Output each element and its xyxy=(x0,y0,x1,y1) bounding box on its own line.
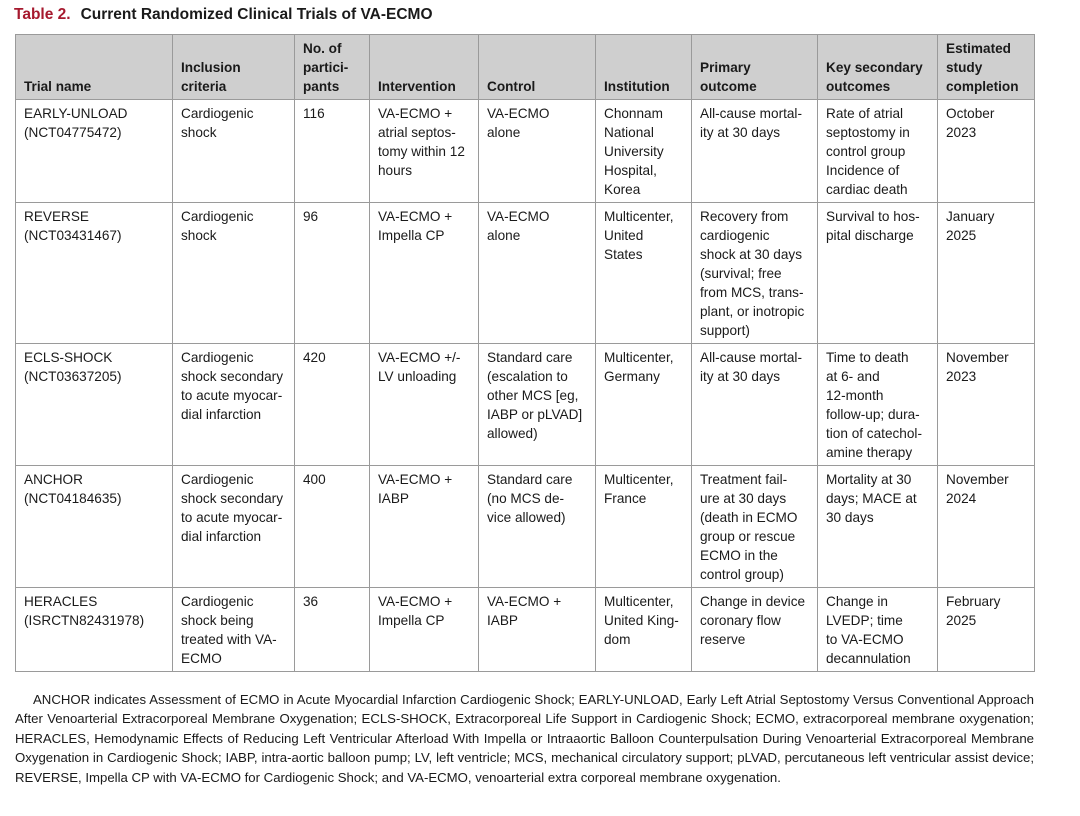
secondary-outcomes-cell: Time to death at 6- and 12-month follow-up; dura- tion of catechol- amine therapy xyxy=(818,344,938,466)
table-row xyxy=(16,588,1035,672)
intervention-cell: VA-ECMO + IABP xyxy=(370,466,479,588)
participants-cell: 400 xyxy=(295,466,370,588)
completion-cell: October 2023 xyxy=(938,100,1035,203)
completion-cell: November 2024 xyxy=(938,466,1035,588)
header-inclusion-criteria: Inclusion criteria xyxy=(173,35,295,100)
trial-name-cell: ECLS-SHOCK (NCT03637205) xyxy=(16,344,173,466)
completion-cell: November 2023 xyxy=(938,344,1035,466)
header-completion: Estimated study completion xyxy=(938,35,1035,100)
participants-cell: 96 xyxy=(295,203,370,344)
inclusion-criteria-cell: Cardiogenic shock xyxy=(173,203,295,344)
primary-outcome-cell: Treatment fail- ure at 30 days (death in ECMO group or rescue ECMO in the control group) xyxy=(692,466,818,588)
institution-cell: Multicenter, United King- dom xyxy=(596,588,692,672)
completion-cell: February 2025 xyxy=(938,588,1035,672)
header-control: Control xyxy=(479,35,596,100)
participants-cell: 420 xyxy=(295,344,370,466)
control-cell: VA-ECMO + IABP xyxy=(479,588,596,672)
intervention-cell: VA-ECMO + Impella CP xyxy=(370,588,479,672)
secondary-outcomes-cell: Survival to hos- pital discharge xyxy=(818,203,938,344)
control-cell: VA-ECMO alone xyxy=(479,100,596,203)
institution-cell: Chonnam National University Hospital, Korea xyxy=(596,100,692,203)
institution-cell: Multicenter, United States xyxy=(596,203,692,344)
intervention-cell: VA-ECMO +/- LV unloading xyxy=(370,344,479,466)
trial-name-cell: REVERSE (NCT03431467) xyxy=(16,203,173,344)
table-row xyxy=(16,344,1035,466)
table-footnote: ANCHOR indicates Assessment of ECMO in Acute Myocardial Infarction Cardiogenic Shock; EARLY-UNLOAD, Early Left Atrial Septostomy Versus Conventional Approach After Venoarterial Extracorporeal Membrane Oxygenation; ECLS-SHOCK, Extracorporeal Life Support in Cardiogenic Shock; ECMO, extracorporeal membrane oxygenation; HERACLES, Hemodynamic Effects of Reducing Left Ventricular Afterload With Impella or Intraaortic Balloon Counterpulsation During Venoarterial Extracorporeal Membrane Oxygenation in Cardiogenic Shock; IABP, intra-aortic balloon pump; LV, left ventricle; MCS, mechanical circulatory support; pLVAD, percutaneous left ventricular assist device; REVERSE, Impella CP with VA-ECMO for Cardiogenic Shock; and VA-ECMO, venoarterial extra corporeal membrane oxygenation. xyxy=(15,692,1034,785)
inclusion-criteria-cell: Cardiogenic shock being treated with VA- ECMO xyxy=(173,588,295,672)
institution-cell: Multicenter, France xyxy=(596,466,692,588)
primary-outcome-cell: Change in device coronary flow reserve xyxy=(692,588,818,672)
table-header-row xyxy=(16,35,1035,100)
institution-cell: Multicenter, Germany xyxy=(596,344,692,466)
inclusion-criteria-cell: Cardiogenic shock secondary to acute myocar- dial infarction xyxy=(173,466,295,588)
primary-outcome-cell: All-cause mortal- ity at 30 days xyxy=(692,100,818,203)
intervention-cell: VA-ECMO + Impella CP xyxy=(370,203,479,344)
header-secondary-outcomes: Key secondary outcomes xyxy=(818,35,938,100)
control-cell: Standard care (no MCS de- vice allowed) xyxy=(479,466,596,588)
table-row xyxy=(16,100,1035,203)
table-title: Current Randomized Clinical Trials of VA-ECMO xyxy=(80,6,433,23)
inclusion-criteria-cell: Cardiogenic shock xyxy=(173,100,295,203)
inclusion-criteria-cell: Cardiogenic shock secondary to acute myocar- dial infarction xyxy=(173,344,295,466)
trials-table xyxy=(15,34,1035,672)
table-body xyxy=(16,100,1035,672)
header-institution: Institution xyxy=(596,35,692,100)
trial-name-cell: HERACLES (ISRCTN82431978) xyxy=(16,588,173,672)
secondary-outcomes-cell: Change in LVEDP; time to VA-ECMO decannulation xyxy=(818,588,938,672)
table-row xyxy=(16,466,1035,588)
header-participants: No. of partici- pants xyxy=(295,35,370,100)
header-intervention: Intervention xyxy=(370,35,479,100)
trial-name-cell: EARLY-UNLOAD (NCT04775472) xyxy=(16,100,173,203)
trial-name-cell: ANCHOR (NCT04184635) xyxy=(16,466,173,588)
completion-cell: January 2025 xyxy=(938,203,1035,344)
participants-cell: 116 xyxy=(295,100,370,203)
header-primary-outcome: Primary outcome xyxy=(692,35,818,100)
participants-cell: 36 xyxy=(295,588,370,672)
secondary-outcomes-cell: Rate of atrial septostomy in control group Incidence of cardiac death xyxy=(818,100,938,203)
intervention-cell: VA-ECMO + atrial septos- tomy within 12 hours xyxy=(370,100,479,203)
table-number: Table 2. xyxy=(14,6,71,23)
header-trial-name: Trial name xyxy=(16,35,173,100)
primary-outcome-cell: All-cause mortal- ity at 30 days xyxy=(692,344,818,466)
control-cell: Standard care (escalation to other MCS [eg, IABP or pLVAD] allowed) xyxy=(479,344,596,466)
table-caption xyxy=(14,6,433,24)
primary-outcome-cell: Recovery from cardiogenic shock at 30 days (survival; free from MCS, trans- plant, or inotropic support) xyxy=(692,203,818,344)
secondary-outcomes-cell: Mortality at 30 days; MACE at 30 days xyxy=(818,466,938,588)
table-row xyxy=(16,203,1035,344)
control-cell: VA-ECMO alone xyxy=(479,203,596,344)
